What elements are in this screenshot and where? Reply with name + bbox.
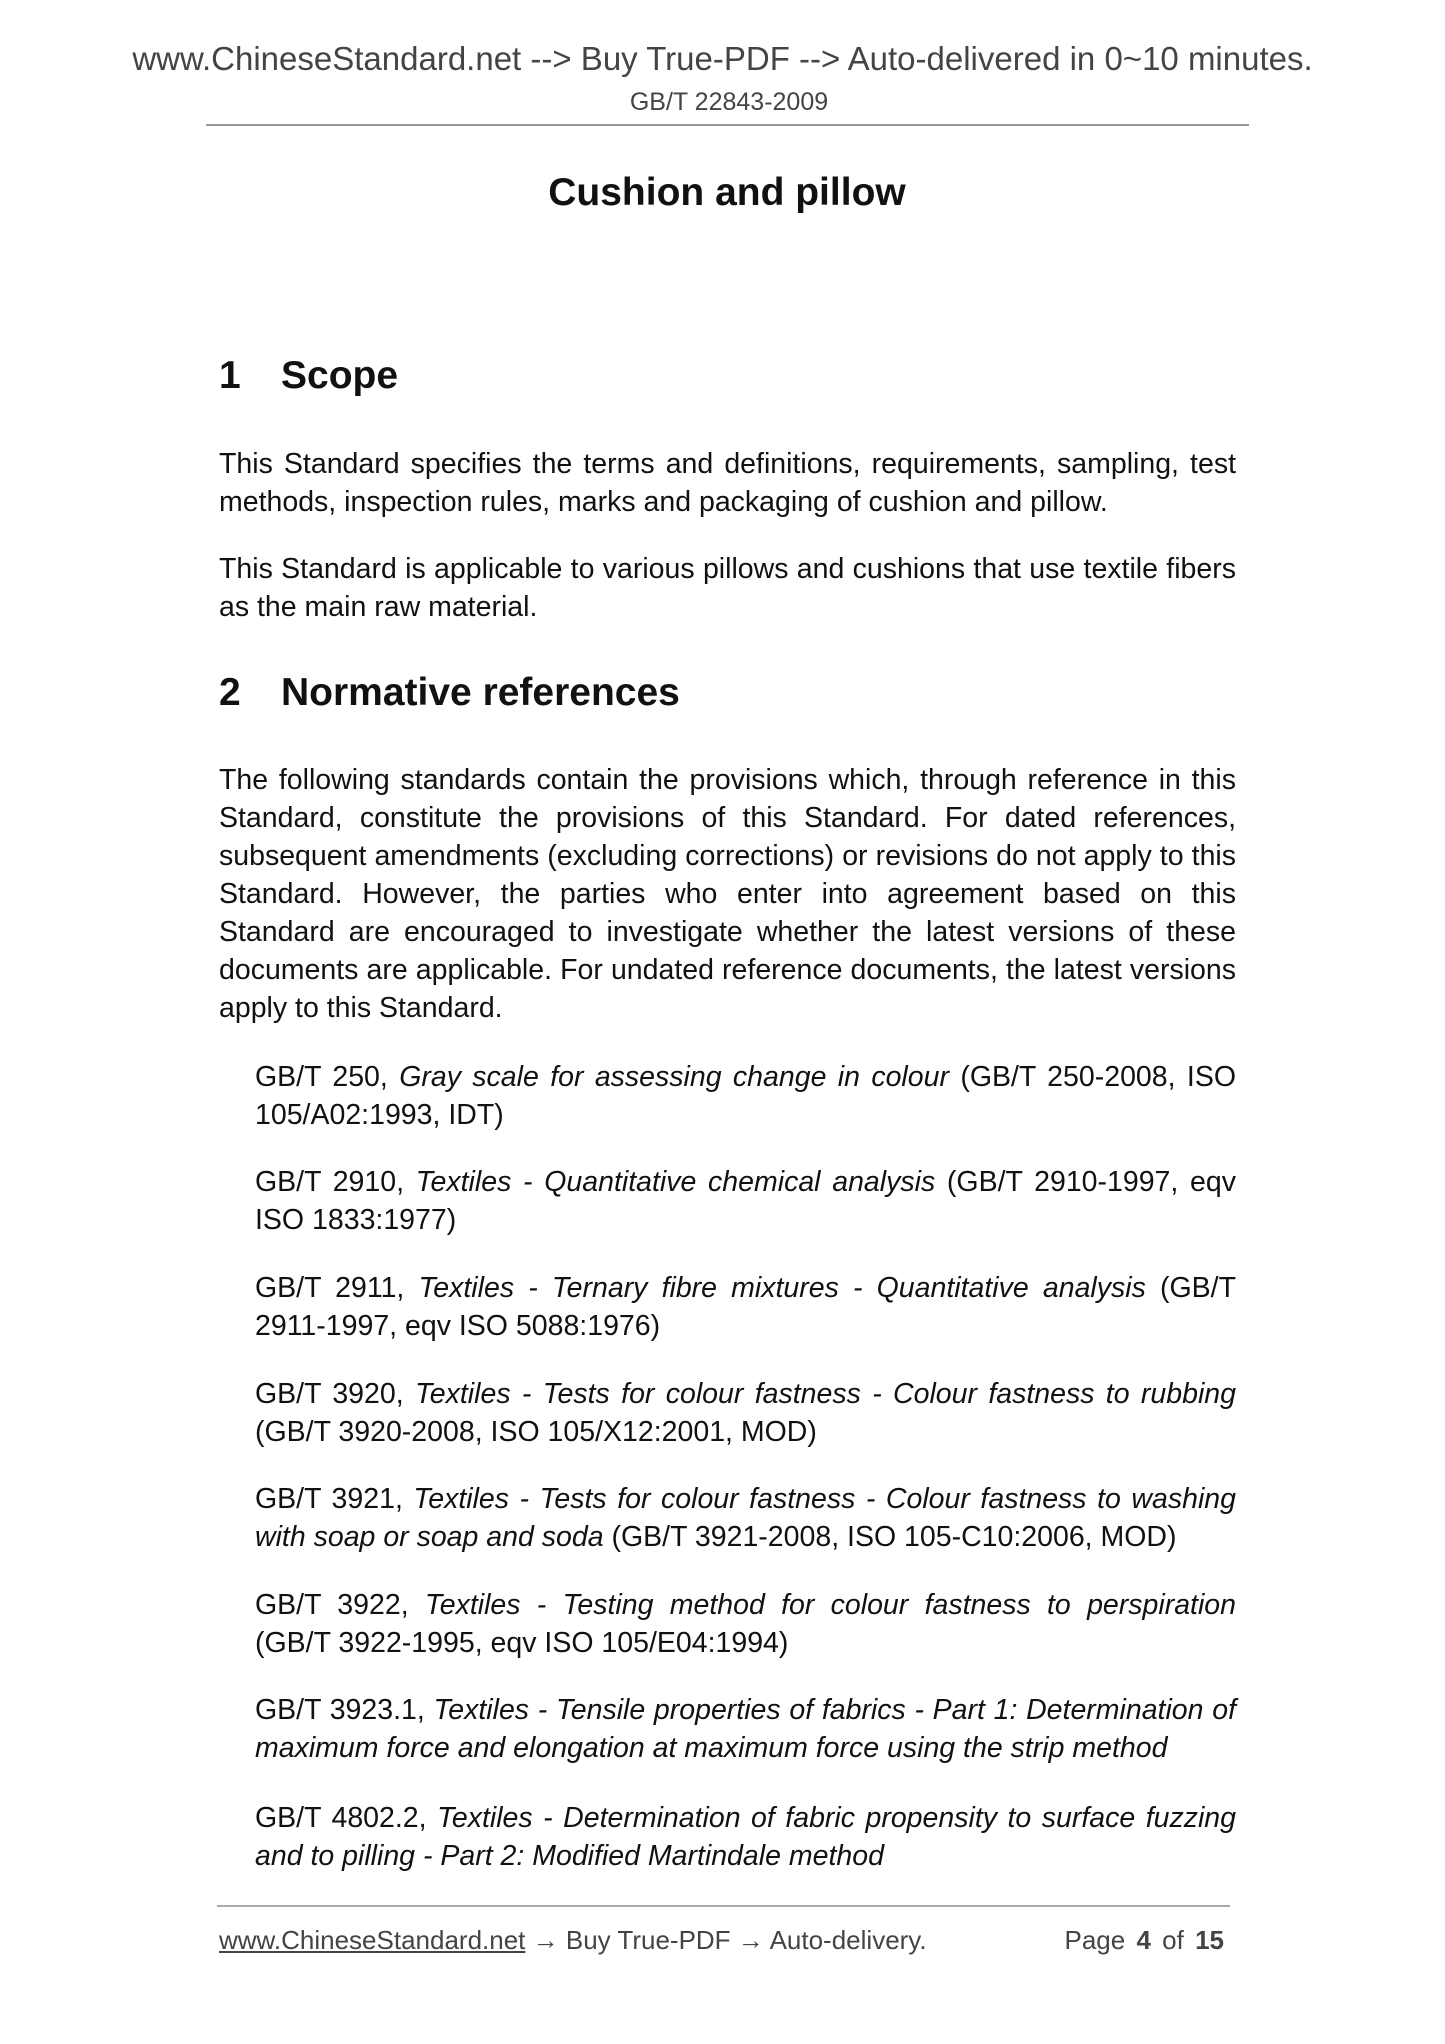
footer-link[interactable]: www.ChineseStandard.net bbox=[219, 1925, 526, 1955]
reference-note: (GB/T 3920-2008, ISO 105/X12:2001, MOD) bbox=[255, 1416, 817, 1448]
standard-code: GB/T 22843-2009 bbox=[629, 88, 829, 116]
reference-code: GB/T 4802.2, bbox=[255, 1802, 438, 1834]
section-number: 2 bbox=[219, 671, 241, 714]
reference-code: GB/T 250, bbox=[255, 1061, 400, 1093]
reference-code: GB/T 2910, bbox=[255, 1166, 416, 1198]
reference-item bbox=[255, 1163, 1236, 1239]
reference-note: (GB/T 2911-1997, eqv ISO 5088:1976) bbox=[255, 1272, 1236, 1342]
reference-title: Textiles - Testing method for colour fastness to perspiration bbox=[424, 1589, 1236, 1621]
footer-tagline: → Buy True-PDF → Auto-delivery. bbox=[525, 1925, 927, 1955]
reference-item bbox=[255, 1799, 1236, 1875]
reference-item bbox=[255, 1375, 1236, 1451]
reference-note: (GB/T 3922-1995, eqv ISO 105/E04:1994) bbox=[255, 1627, 789, 1659]
reference-title: Textiles - Quantitative chemical analysis bbox=[415, 1166, 936, 1198]
reference-title: Textiles - Tensile properties of fabrics - Part 1: Determination of maximum force and elongation at maximum force using the strip method bbox=[255, 1694, 1236, 1764]
reference-code: GB/T 3921, bbox=[255, 1483, 414, 1515]
reference-item bbox=[255, 1480, 1236, 1556]
reference-title: Textiles - Tests for colour fastness - Colour fastness to rubbing bbox=[415, 1378, 1236, 1410]
reference-title: Textiles - Determination of fabric propensity to surface fuzzing and to pilling - Part 2: Modified Martindale method bbox=[255, 1802, 1236, 1872]
reference-code: GB/T 3920, bbox=[255, 1378, 415, 1410]
of-label: of bbox=[1162, 1925, 1184, 1955]
header-divider bbox=[206, 124, 1249, 126]
page-number: 4 bbox=[1136, 1925, 1151, 1955]
section-heading-normative-references bbox=[219, 671, 680, 715]
normative-intro-paragraph: The following standards contain the provisions which, through reference in this Standard, constitute the provisions of this Standard. For dated references, subsequent amendments (excluding corrections) or revisions do not apply to this Standard. However, the parties who enter into agreement based on this Standard are encouraged to investigate whether the latest versions of these documents are applicable. For undated reference documents, the latest versions apply to this Standard. bbox=[219, 764, 1236, 1024]
reference-title: Gray scale for assessing change in colour bbox=[399, 1061, 949, 1093]
page-indicator bbox=[1064, 1925, 1224, 1956]
reference-item bbox=[255, 1691, 1236, 1767]
reference-note: (GB/T 3921-2008, ISO 105-C10:2006, MOD) bbox=[603, 1521, 1177, 1553]
reference-code: GB/T 3923.1, bbox=[255, 1694, 434, 1726]
reference-item bbox=[255, 1586, 1236, 1662]
footer-text bbox=[219, 1925, 927, 1956]
section-title: Scope bbox=[281, 354, 399, 397]
reference-note: (GB/T 2910-1997, eqv ISO 1833:1977) bbox=[255, 1166, 1236, 1236]
section-heading-scope bbox=[219, 354, 398, 398]
page-total: 15 bbox=[1195, 1925, 1224, 1955]
scope-paragraph: This Standard specifies the terms and definitions, requirements, sampling, test methods, inspection rules, marks and packaging of cushion and pillow. bbox=[219, 448, 1236, 518]
document-title: Cushion and pillow bbox=[548, 171, 906, 214]
reference-note: (GB/T 250-2008, ISO 105/A02:1993, IDT) bbox=[255, 1061, 1236, 1131]
reference-title: Textiles - Ternary fibre mixtures - Quantitative analysis bbox=[418, 1272, 1146, 1304]
header-banner: www.ChineseStandard.net --> Buy True-PDF --> Auto-delivered in 0~10 minutes. bbox=[132, 40, 1313, 77]
section-title: Normative references bbox=[281, 671, 680, 714]
scope-paragraph: This Standard is applicable to various pillows and cushions that use textile fibers as the main raw material. bbox=[219, 553, 1236, 623]
reference-title: Textiles - Tests for colour fastness - Colour fastness to washing with soap or soap and soda bbox=[255, 1483, 1236, 1553]
page-label: Page bbox=[1064, 1925, 1126, 1955]
reference-item bbox=[255, 1058, 1236, 1134]
section-number: 1 bbox=[219, 354, 241, 397]
reference-code: GB/T 3922, bbox=[255, 1589, 425, 1621]
reference-item bbox=[255, 1269, 1236, 1345]
footer-divider bbox=[217, 1905, 1230, 1907]
reference-code: GB/T 2911, bbox=[255, 1272, 419, 1304]
